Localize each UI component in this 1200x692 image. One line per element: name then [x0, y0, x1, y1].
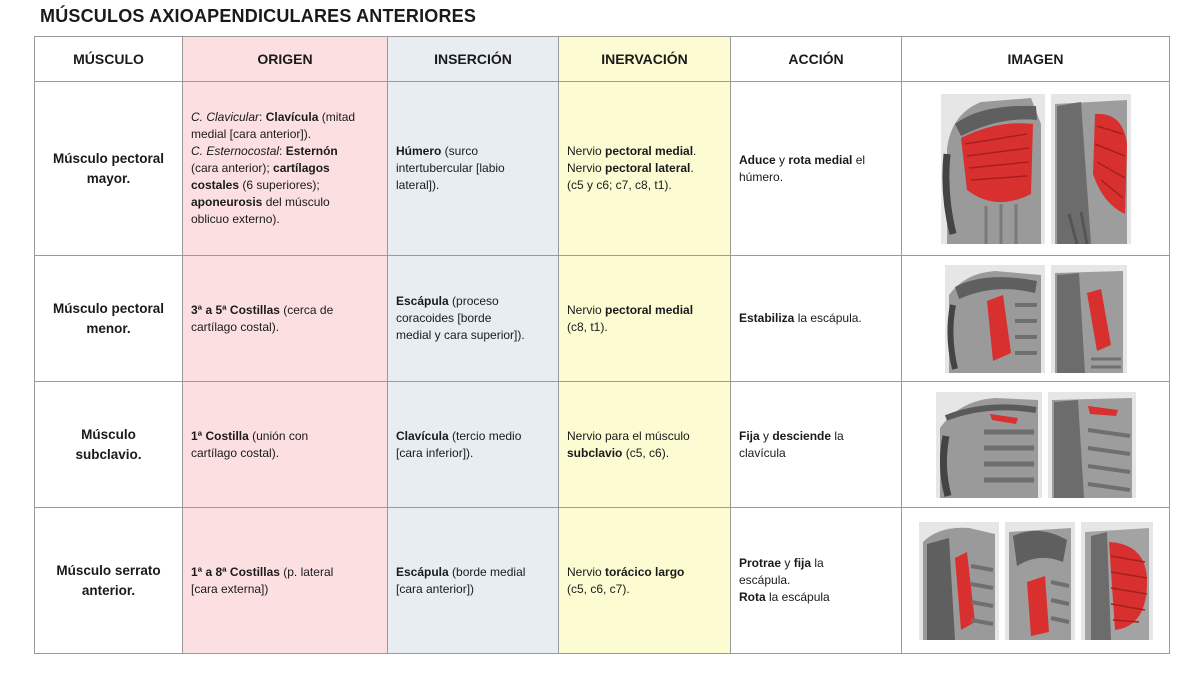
insercion-text: [cara inferior]).	[396, 445, 474, 460]
accion-text: y	[781, 556, 794, 570]
accion-text: y	[775, 152, 789, 167]
accion-cell	[731, 82, 902, 256]
origen-text: [cara externa])	[191, 581, 269, 596]
table-row	[35, 382, 1170, 508]
accion-text: Aduce	[739, 152, 776, 167]
header-accion: ACCIÓN	[731, 37, 902, 82]
pectoral-menor-anterior-figure	[945, 265, 1045, 373]
origen-text: 3ª a 5ª Costillas	[191, 302, 280, 317]
origen-text: (cara anterior);	[191, 161, 274, 175]
origen-text: Clavícula	[265, 110, 319, 124]
table-row	[35, 508, 1170, 654]
imagen-cell	[902, 82, 1170, 256]
origen-text: oblicuo externo).	[191, 212, 280, 226]
accion-text: clavícula	[739, 445, 786, 460]
musculo-cell	[35, 382, 183, 508]
origen-text: (6 superiores);	[239, 178, 320, 192]
insercion-text: lateral]).	[396, 178, 440, 192]
accion-text: Fija	[739, 428, 760, 443]
insercion-text: (proceso	[448, 294, 499, 308]
insercion-cell	[388, 508, 559, 654]
origen-text: C. Clavicular	[191, 110, 260, 124]
musculo-name: mayor.	[86, 170, 131, 186]
inervacion-text: (c5, c6, c7).	[567, 581, 630, 596]
musculo-name: Músculo serrato	[56, 562, 161, 578]
accion-text: Estabiliza	[739, 311, 795, 325]
origen-text: cartílago costal).	[191, 445, 280, 460]
musculo-name: Músculo pectoral	[52, 150, 165, 166]
origen-text: 1ª a 8ª Costillas	[191, 564, 280, 579]
origen-text: del músculo	[262, 195, 330, 209]
pectoral-mayor-anterior-figure	[941, 94, 1045, 244]
musculo-name: Músculo	[81, 426, 136, 442]
accion-text: la escápula	[765, 590, 830, 604]
pectoral-mayor-lateral-figure	[1051, 94, 1131, 244]
origen-cell	[183, 82, 388, 256]
origen-text: :	[279, 144, 286, 158]
insercion-text: Húmero	[396, 144, 442, 158]
inervacion-text: (c5, c6).	[622, 445, 670, 460]
serrato-anterior-figure	[1005, 522, 1075, 640]
origen-cell	[183, 256, 388, 382]
inervacion-text: (c5 y c6; c7, c8, t1).	[567, 178, 672, 192]
inervacion-text: subclavio	[567, 445, 623, 460]
insercion-text: (borde medial	[448, 564, 526, 579]
inervacion-cell	[559, 82, 731, 256]
origen-text: Esternón	[285, 144, 338, 158]
serrato-detail-figure	[1081, 522, 1153, 640]
pectoral-menor-lateral-figure	[1051, 265, 1127, 373]
insercion-text: Escápula	[396, 294, 449, 308]
header-imagen: IMAGEN	[902, 37, 1170, 82]
accion-text: Protrae	[739, 556, 782, 570]
table-row	[35, 82, 1170, 256]
accion-text: y	[759, 428, 773, 443]
origen-text: cartílago costal).	[191, 319, 280, 334]
imagen-cell	[902, 382, 1170, 508]
accion-cell	[731, 508, 902, 654]
accion-text: la	[811, 556, 824, 570]
insercion-text: intertubercular [labio	[396, 161, 505, 175]
inervacion-text: pectoral medial	[605, 144, 694, 158]
insercion-text: Clavícula	[396, 428, 449, 443]
origen-text: 1ª Costilla	[191, 428, 249, 443]
subclavio-anterior-figure	[936, 392, 1042, 498]
inervacion-cell	[559, 256, 731, 382]
musculo-name: Músculo pectoral	[52, 300, 165, 316]
accion-cell	[731, 382, 902, 508]
imagen-cell	[902, 256, 1170, 382]
inervacion-text: Nervio para el músculo	[567, 428, 690, 443]
inervacion-text: (c8, t1).	[567, 319, 608, 334]
inervacion-cell	[559, 382, 731, 508]
musculo-name: anterior.	[81, 582, 136, 598]
accion-text: fija	[793, 556, 812, 570]
inervacion-cell	[559, 508, 731, 654]
serrato-lateral-figure	[919, 522, 999, 640]
inervacion-text: Nervio	[567, 144, 606, 158]
musculo-name: subclavio.	[75, 446, 142, 462]
accion-cell	[731, 256, 902, 382]
origen-text: (p. lateral	[279, 564, 334, 579]
insercion-text: (surco	[441, 144, 479, 158]
origen-text: aponeurosis	[191, 195, 263, 209]
insercion-cell	[388, 382, 559, 508]
accion-text: la escápula.	[794, 311, 862, 325]
origen-cell	[183, 508, 388, 654]
inervacion-text: Nervio	[567, 564, 606, 579]
subclavio-lateral-figure	[1048, 392, 1136, 498]
accion-text: la	[831, 428, 844, 443]
inervacion-text: torácico largo	[605, 564, 685, 579]
musculo-cell	[35, 82, 183, 256]
origen-text: C. Esternocostal	[191, 144, 280, 158]
insercion-cell	[388, 256, 559, 382]
origen-text: costales	[191, 178, 240, 192]
header-musculo: MÚSCULO	[35, 37, 183, 82]
origen-text: (cerca de	[279, 302, 334, 317]
musculo-cell	[35, 256, 183, 382]
inervacion-text: Nervio	[567, 302, 606, 317]
header-inervacion: INERVACIÓN	[559, 37, 731, 82]
origen-text: (unión con	[248, 428, 309, 443]
accion-text: el	[852, 152, 866, 167]
accion-text: desciende	[772, 428, 832, 443]
origen-text: :	[259, 110, 266, 124]
header-insercion: INSERCIÓN	[388, 37, 559, 82]
origen-text: medial [cara anterior]).	[191, 127, 312, 141]
origen-text: (mitad	[318, 110, 356, 124]
page-title: MÚSCULOS AXIOAPENDICULARES ANTERIORES	[40, 6, 477, 26]
accion-text: húmero.	[739, 169, 784, 184]
accion-text: Rota	[739, 590, 766, 604]
header-row	[35, 37, 1170, 82]
insercion-text: (tercio medio	[448, 428, 522, 443]
insercion-text: coracoides [borde	[396, 311, 492, 325]
origen-text: cartílagos	[273, 161, 330, 175]
musculo-cell	[35, 508, 183, 654]
insercion-text: Escápula	[396, 564, 449, 579]
insercion-text: [cara anterior])	[396, 581, 475, 596]
inervacion-text: pectoral medial	[605, 302, 694, 317]
inervacion-text: .	[693, 144, 697, 158]
imagen-cell	[902, 508, 1170, 654]
inervacion-text: .	[690, 161, 694, 175]
musculo-name: menor.	[86, 320, 131, 336]
header-origen: ORIGEN	[183, 37, 388, 82]
insercion-text: medial y cara superior]).	[396, 328, 525, 342]
accion-text: escápula.	[739, 573, 791, 587]
insercion-cell	[388, 82, 559, 256]
inervacion-text: pectoral lateral	[605, 161, 691, 175]
accion-text: rota medial	[788, 152, 853, 167]
origen-cell	[183, 382, 388, 508]
table-row	[35, 256, 1170, 382]
inervacion-text: Nervio	[567, 161, 606, 175]
muscles-table	[34, 36, 1170, 654]
